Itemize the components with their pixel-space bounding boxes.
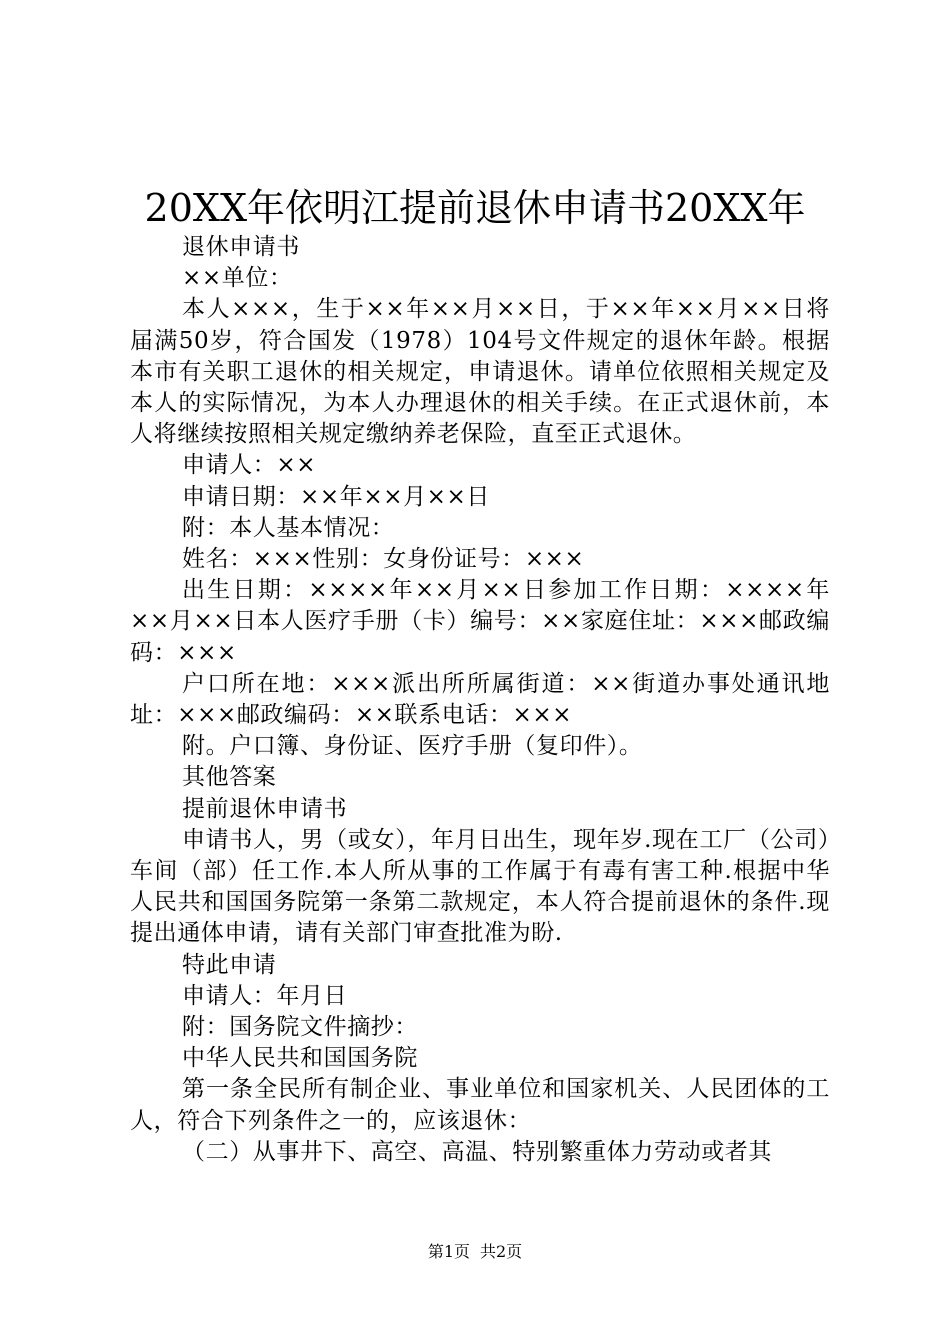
paragraph-apply-date: 申请日期：××年××月××日: [182, 483, 491, 510]
page-footer: [0, 1240, 950, 1264]
paragraph-addressee: ××单位：: [182, 265, 293, 292]
paragraph-excerpt-intro: 附：国务院文件摘抄：: [182, 1014, 418, 1041]
paragraph-attachments: 附。户口簿、身份证、医疗手册（复印件）。: [182, 733, 643, 760]
paragraph-second-request: 申请书人，男（或女），年月日出生，现年岁.现在工厂（公司）车间（部）任工作.本人所从事的工作属于有毒有害工种.根据中华人民共和国国务院第一条第二款规定，本人符合提前退休的条件.现提出通体申请，请有关部门审查批准为盼.: [130, 826, 830, 947]
paragraph-second-applicant: 申请人：年月日: [182, 982, 348, 1009]
paragraph-birth-work-info: 出生日期：××××年××月××日参加工作日期：××××年××月××日本人医疗手册（卡）编号：××家庭住址：×××邮政编码：×××: [130, 577, 830, 666]
paragraph-second-heading: 提前退休申请书: [182, 795, 348, 822]
paragraph-item-two: （二）从事井下、高空、高温、特别繁重体力劳动或者其: [182, 1138, 772, 1165]
paragraph-special-request: 特此申请: [182, 951, 277, 978]
paragraph-other-answer: 其他答案: [182, 764, 277, 791]
paragraph-attachment-intro: 附：本人基本情况：: [182, 514, 395, 541]
paragraph-main-request: 本人×××，生于××年××月××日，于××年××月××日将届满50岁，符合国发（1978）104号文件规定的退休年龄。根据本市有关职工退休的相关规定，申请退休。请单位依照相关规定及本人的实际情况，为本人办理退休的相关手续。在正式退休前，本人将继续按照相关规定缴纳养老保险，直至正式退休。: [130, 296, 830, 448]
paragraph-heading: 退休申请书: [182, 234, 300, 260]
document-title: 20XX年依明江提前退休申请书20XX年: [144, 186, 806, 230]
paragraph-state-council: 中华人民共和国国务院: [182, 1045, 418, 1072]
paragraph-article-one: 第一条全民所有制企业、事业单位和国家机关、人民团体的工人，符合下列条件之一的，应该退休：: [130, 1076, 830, 1134]
paragraph-applicant: 申请人：××: [182, 452, 317, 479]
page-total: 共2页: [480, 1242, 523, 1261]
document-body: [130, 232, 830, 1168]
paragraph-basic-info: 姓名：×××性别：女身份证号：×××: [182, 546, 585, 573]
page-number: 第1页: [427, 1242, 470, 1261]
paragraph-address-info: 户口所在地：×××派出所所属街道：××街道办事处通讯地址：×××邮政编码：××联系电话：×××: [130, 670, 830, 729]
